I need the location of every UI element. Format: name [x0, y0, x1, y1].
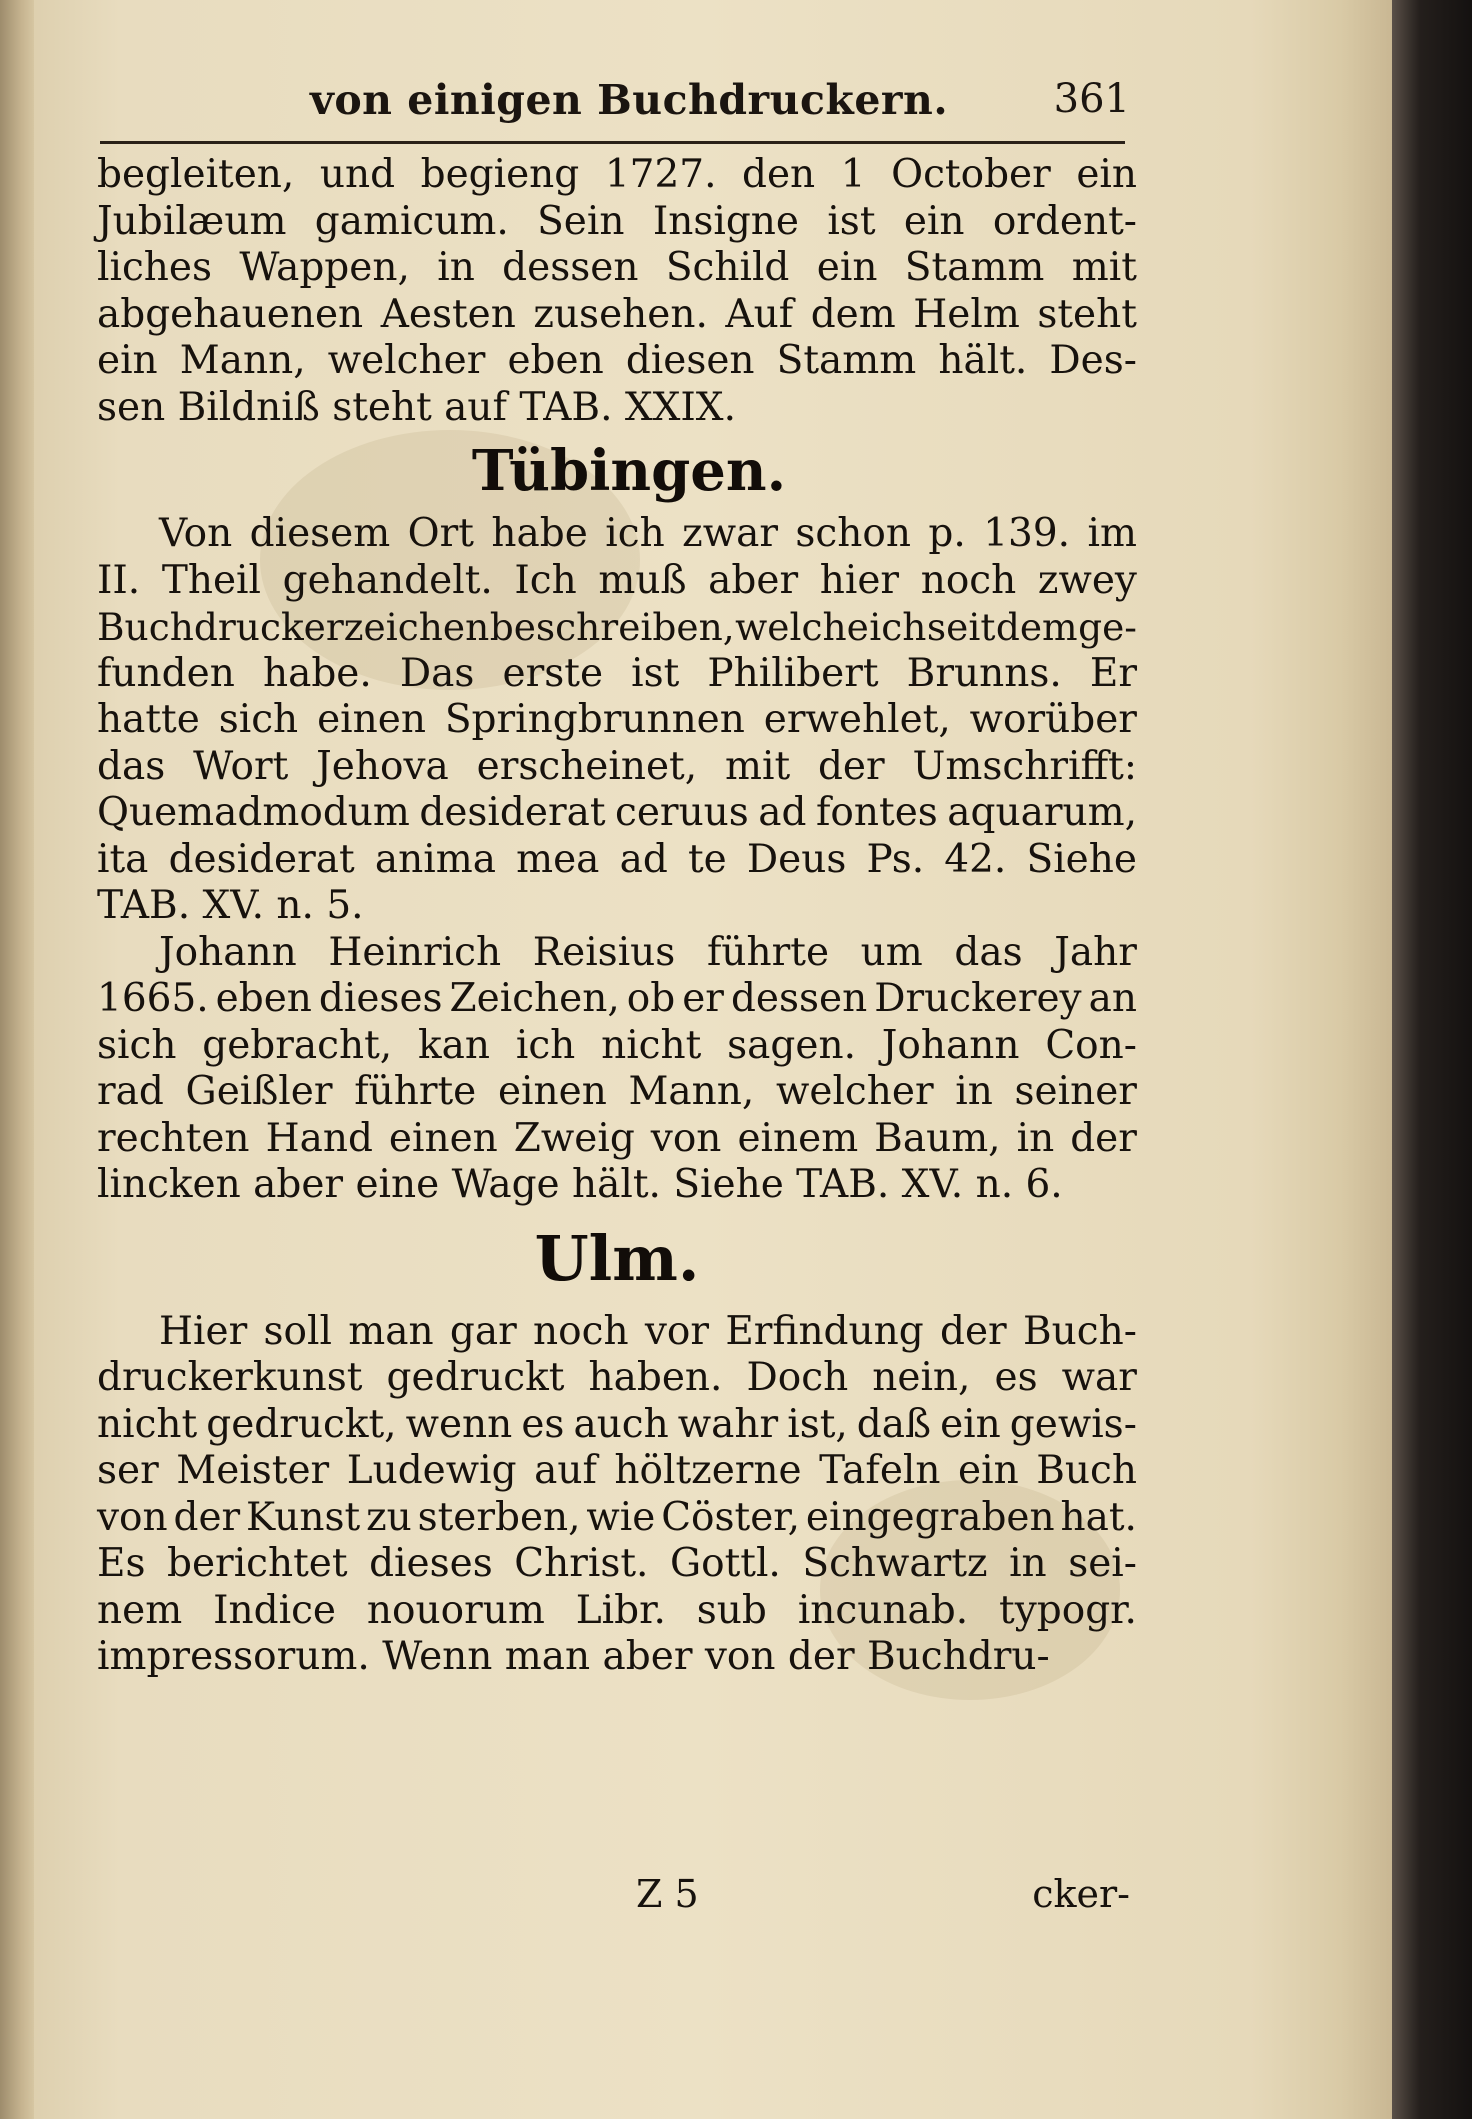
- text-line: abgehauenen Aesten zusehen. Auf dem Helm steht: [97, 291, 1137, 337]
- catchword: cker-: [1032, 1872, 1130, 1916]
- page-gutter: [0, 0, 34, 2119]
- text-line: II. Theil gehandelt. Ich muß aber hier noch zwey: [97, 557, 1137, 603]
- page-header: [100, 76, 1130, 136]
- paragraph: [97, 930, 1137, 1209]
- text-line: Von diesem Ort habe ich zwar schon p. 139. im: [159, 511, 1137, 556]
- text-line: Johann Heinrich Reisius führte um das Jahr: [159, 929, 1137, 975]
- text-line: Hier soll man gar noch vor Erfindung der Buch-: [159, 1308, 1137, 1354]
- text-line: 1665. eben dieses Zeichen, ob er dessen Druckerey an: [97, 976, 1137, 1021]
- text-line: Es berichtet dieses Christ. Gottl. Schwartz in sei-: [97, 1541, 1137, 1586]
- book-edge: [1392, 0, 1472, 2119]
- header-rule: [100, 141, 1125, 144]
- text-line: begleiten, und begieng 1727. den 1 October ein: [97, 152, 1137, 197]
- text-line: ein Mann, welcher eben diesen Stamm hält. Des-: [97, 338, 1137, 383]
- footer-line: [620, 1872, 1130, 1922]
- signature-mark: Z 5: [636, 1872, 699, 1916]
- text-line: ita desiderat anima mea ad te Deus Ps. 42. Siehe: [97, 836, 1137, 882]
- text-line: nicht gedruckt, wenn es auch wahr ist, daß ein gewis-: [97, 1401, 1137, 1447]
- text-line: Jubilæum gamicum. Sein Insigne ist ein ordent-: [97, 198, 1137, 244]
- body-text: [97, 152, 1137, 1681]
- section-heading: Tübingen.: [471, 438, 787, 504]
- text-line: Buchdruckerzeichen beschreiben, welche ich seit dem ge-: [97, 605, 1137, 649]
- paragraph: [97, 511, 1137, 930]
- text-line: Quemadmodum desiderat ceruus ad fontes aquarum,: [97, 790, 1137, 835]
- paragraph: [97, 152, 1137, 431]
- text-line: hatte sich einen Springbrunnen erwehlet, worüber: [97, 697, 1137, 742]
- text-line: funden habe. Das erste ist Philibert Brunns. Er: [97, 650, 1137, 696]
- text-line: druckerkunst gedruckt haben. Doch nein, es war: [97, 1355, 1137, 1400]
- page-number: 361: [1053, 76, 1130, 122]
- text-line: von der Kunst zu sterben, wie Cöster, eingegraben hat.: [97, 1494, 1137, 1540]
- text-line: impressorum. Wenn man aber von der Buchdru-: [97, 1634, 1050, 1679]
- text-line: sich gebracht, kan ich nicht sagen. Johann Con-: [97, 1022, 1137, 1068]
- text-line: rad Geißler führte einen Mann, welcher in seiner: [97, 1069, 1137, 1114]
- text-line: nem Indice nouorum Libr. sub incunab. typogr.: [97, 1587, 1137, 1633]
- text-line: rechten Hand einen Zweig von einem Baum, in der: [97, 1115, 1137, 1161]
- running-head: von einigen Buchdruckern.: [310, 76, 949, 124]
- text-line: ser Meister Ludewig auf höltzerne Tafeln ein Buch: [97, 1448, 1137, 1493]
- paragraph: [97, 1309, 1137, 1681]
- text-line: liches Wappen, in dessen Schild ein Stamm mit: [97, 245, 1137, 290]
- text-line: das Wort Jehova erscheinet, mit der Umschrifft:: [97, 743, 1137, 789]
- text-line: lincken aber eine Wage hält. Siehe TAB. XV. n. 6.: [97, 1162, 1063, 1207]
- text-line: TAB. XV. n. 5.: [97, 883, 364, 928]
- text-line: sen Bildniß steht auf TAB. XXIX.: [97, 384, 736, 430]
- section-heading: Ulm.: [534, 1222, 700, 1295]
